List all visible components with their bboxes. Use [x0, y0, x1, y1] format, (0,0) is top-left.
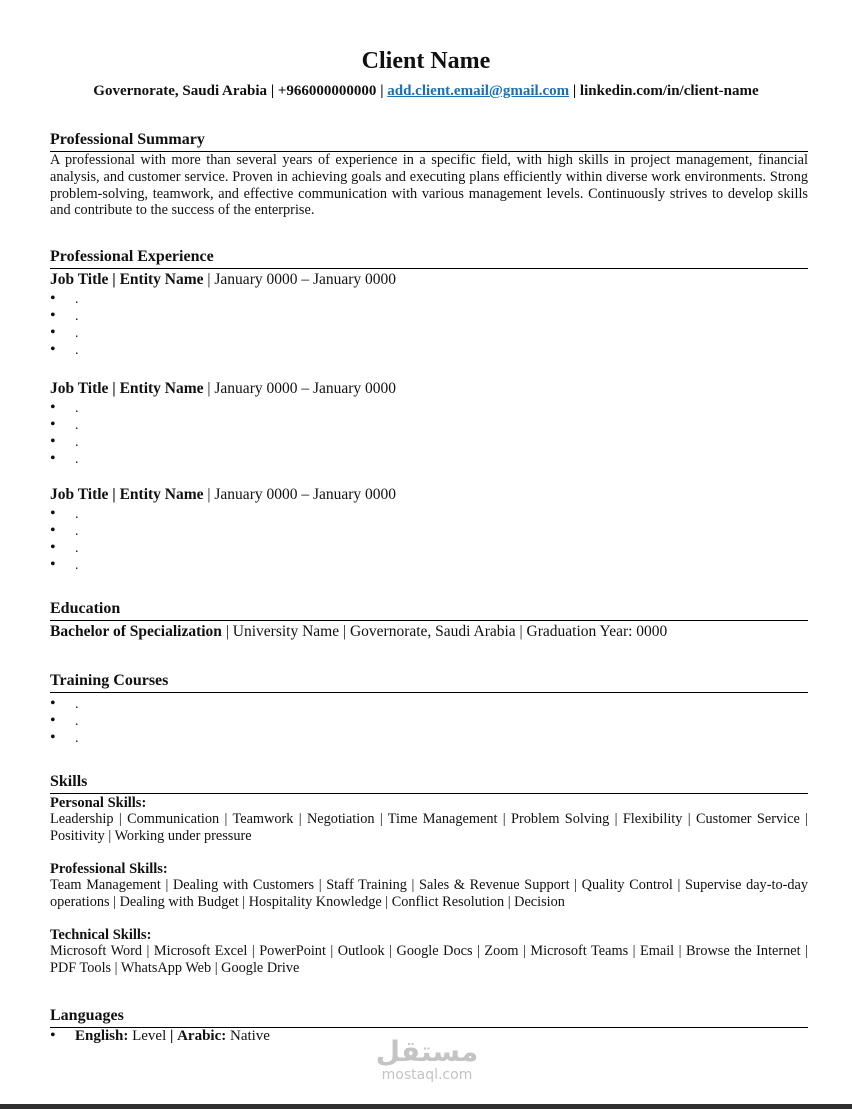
- job-bullets: [50, 400, 808, 468]
- job-dates: | January 0000 – January 0000: [207, 380, 397, 397]
- job-bullets: [50, 506, 808, 574]
- section-title: Training Courses: [50, 672, 169, 689]
- bullet-item: • .: [50, 417, 808, 434]
- section-title: Professional Experience: [50, 248, 214, 265]
- job-entry: [50, 484, 808, 574]
- bullet-item: • .: [50, 557, 808, 574]
- education-details: | University Name | Governorate, Saudi Arabia | Graduation Year: 0000: [225, 623, 668, 640]
- professional-skills-label: Professional Skills:: [50, 861, 168, 877]
- summary-text: A professional with more than several years of experience in a specific field, with high skills in project management, financial analysis, and customer service. Proven in achieving goals and executing plans efficiently within diverse work environments. Strong problem-solving, teamwork, and effective communication with various management levels. Continuously strives to develop skills and contribute to the success of the enterprise.: [50, 152, 808, 219]
- mostaql-watermark: [372, 1036, 482, 1082]
- section-title: Languages: [50, 1007, 124, 1024]
- job-heading: [50, 379, 808, 398]
- separator: |: [380, 83, 384, 99]
- bullet-item: • .: [50, 696, 808, 713]
- section-rule: [50, 620, 808, 621]
- job-bullets: [50, 291, 808, 359]
- professional-skills-text: Team Management | Dealing with Customers | Staff Training | Sales & Revenue Support | Quality Control | Supervise day-to-day operations | Dealing with Budget | Hospitality Knowledge | Conflict Resolution | Decision: [50, 877, 808, 910]
- section-rule: [50, 692, 808, 693]
- section-title: Skills: [50, 773, 88, 790]
- job-heading: [50, 270, 808, 289]
- bullet-item: • .: [50, 730, 808, 747]
- bullet-item: • .: [50, 506, 808, 523]
- education-section: [50, 599, 808, 641]
- contact-line: [0, 83, 852, 100]
- summary-section: [50, 130, 808, 219]
- phone: +966000000000: [277, 83, 377, 99]
- watermark-latin: mostaql.com: [381, 1067, 473, 1083]
- job-title: Job Title | Entity Name: [50, 380, 204, 397]
- english-level: Level: [132, 1028, 167, 1044]
- bullet-item: • .: [50, 400, 808, 417]
- training-bullets: [50, 696, 808, 747]
- experience-section: [50, 247, 808, 359]
- location: Governorate, Saudi Arabia: [93, 83, 268, 99]
- job-entry: [50, 270, 808, 359]
- bullet-item: • .: [50, 540, 808, 557]
- bullet-item: • .: [50, 308, 808, 325]
- education-entry: [50, 622, 808, 641]
- job-dates: | January 0000 – January 0000: [207, 486, 397, 503]
- bullet-item: • .: [50, 325, 808, 342]
- personal-skills-label: Personal Skills:: [50, 795, 147, 811]
- technical-skills-text: Microsoft Word | Microsoft Excel | PowerPoint | Outlook | Google Docs | Zoom | Microsoft Teams | Email | Browse the Internet | PDF Tools | WhatsApp Web | Google Drive: [50, 943, 808, 976]
- section-title: Professional Summary: [50, 131, 205, 148]
- skills-section: [50, 772, 808, 977]
- job-title: Job Title | Entity Name: [50, 271, 204, 288]
- separator: |: [170, 1028, 174, 1044]
- job-entry: [50, 378, 808, 468]
- arabic-label: Arabic:: [177, 1028, 227, 1044]
- bullet-item: • .: [50, 342, 808, 359]
- job-dates: | January 0000 – January 0000: [207, 271, 397, 288]
- linkedin: linkedin.com/in/client-name: [579, 83, 759, 99]
- bullet-item: • .: [50, 451, 808, 468]
- english-label: English:: [75, 1028, 129, 1044]
- job-heading: [50, 485, 808, 504]
- section-rule: [50, 268, 808, 269]
- client-name: Client Name: [361, 48, 491, 74]
- bottom-bar: [0, 1104, 852, 1109]
- watermark-arabic: مستقل: [375, 1035, 479, 1068]
- email-link[interactable]: add.client.email@gmail.com: [387, 83, 570, 99]
- bullet-item: • .: [50, 713, 808, 730]
- separator: |: [572, 83, 577, 99]
- bullet-item: • .: [50, 434, 808, 451]
- job-title: Job Title | Entity Name: [50, 486, 204, 503]
- arabic-level: Native: [229, 1028, 270, 1044]
- section-rule: [50, 793, 808, 794]
- bullet-item: • .: [50, 523, 808, 540]
- training-section: [50, 671, 808, 747]
- personal-skills-text: Leadership | Communication | Teamwork | Negotiation | Time Management | Problem Solving | Flexibility | Customer Service | Positivity | Working under pressure: [50, 811, 808, 844]
- section-title: Education: [50, 600, 121, 617]
- separator: |: [270, 83, 275, 99]
- bullet-item: • .: [50, 291, 808, 308]
- degree: Bachelor of Specialization: [50, 623, 222, 640]
- technical-skills-label: Technical Skills:: [50, 927, 152, 943]
